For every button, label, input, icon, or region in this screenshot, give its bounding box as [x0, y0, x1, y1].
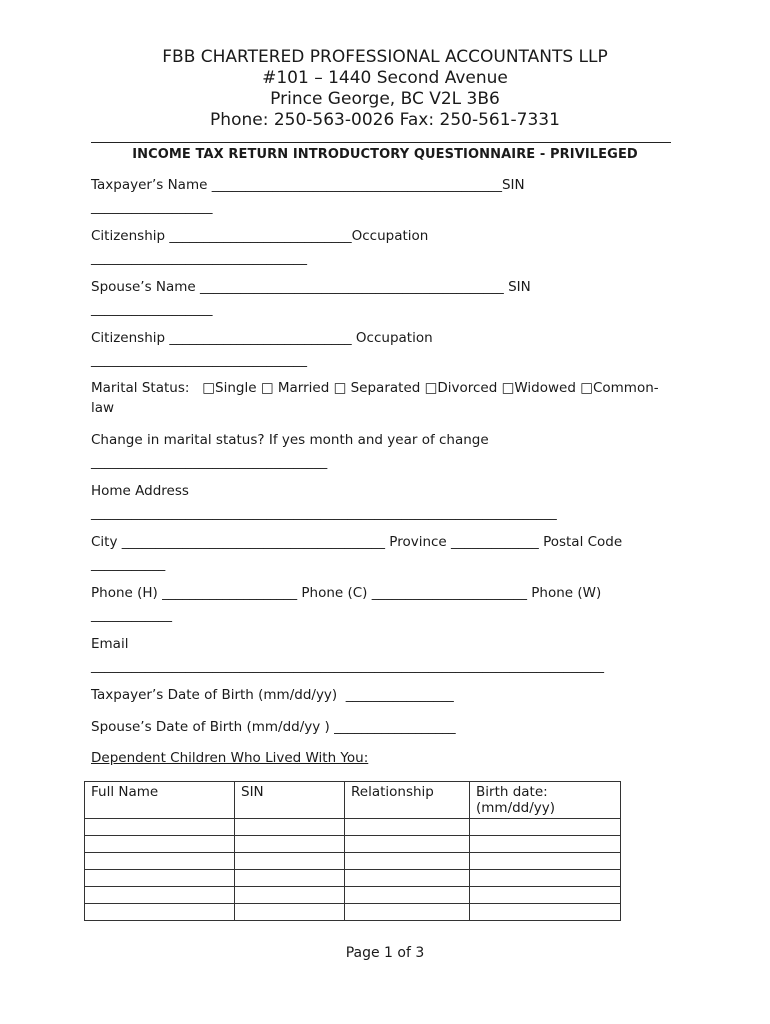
- cell-birth-date[interactable]: [470, 870, 621, 887]
- cell-sin[interactable]: [235, 853, 345, 870]
- cell-sin[interactable]: [235, 887, 345, 904]
- cell-sin[interactable]: [235, 904, 345, 921]
- table-header-row: [85, 782, 621, 819]
- cell-relationship[interactable]: [345, 819, 470, 836]
- page-number: Page 1 of 3: [345, 945, 425, 961]
- table-row: [85, 887, 621, 904]
- cell-full-name[interactable]: [85, 819, 235, 836]
- taxpayer-citizenship-line[interactable]: Citizenship ___________________________Occupation: [91, 228, 429, 244]
- cell-birth-date[interactable]: [470, 887, 621, 904]
- cell-birth-date[interactable]: [470, 836, 621, 853]
- dependents-table: [84, 781, 621, 921]
- taxpayer-sin-line[interactable]: __________________: [91, 199, 213, 215]
- header-divider: [91, 142, 671, 143]
- cell-full-name[interactable]: [85, 870, 235, 887]
- marital-status-options[interactable]: Marital Status: □Single □ Married □ Separated □Divorced □Widowed □Common-: [91, 380, 659, 396]
- firm-city: Prince George, BC V2L 3B6: [270, 89, 500, 109]
- table-row: [85, 870, 621, 887]
- header-full-name: Full Name: [85, 782, 235, 819]
- dependents-heading: Dependent Children Who Lived With You:: [91, 750, 369, 766]
- table-row: [85, 819, 621, 836]
- home-address-line[interactable]: _____________________________________________________________________: [91, 505, 557, 521]
- cell-relationship[interactable]: [345, 836, 470, 853]
- email-label: Email: [91, 636, 129, 652]
- cell-relationship[interactable]: [345, 853, 470, 870]
- cell-full-name[interactable]: [85, 836, 235, 853]
- spouse-citizenship-line[interactable]: Citizenship ___________________________ Occupation: [91, 330, 433, 346]
- firm-contact: Phone: 250-563-0026 Fax: 250-561-7331: [210, 110, 560, 130]
- postal-code-line[interactable]: ___________: [91, 556, 166, 572]
- phone-line[interactable]: Phone (H) ____________________ Phone (C) _______________________ Phone (W): [91, 585, 602, 601]
- cell-full-name[interactable]: [85, 904, 235, 921]
- spouse-sin-line[interactable]: __________________: [91, 301, 213, 317]
- spouse-name-line[interactable]: Spouse’s Name _____________________________________________ SIN: [91, 279, 531, 295]
- city-province-line[interactable]: City _______________________________________ Province _____________ Postal Code: [91, 534, 623, 550]
- table-row: [85, 904, 621, 921]
- taxpayer-dob-line[interactable]: Taxpayer’s Date of Birth (mm/dd/yy) ________________: [91, 687, 454, 703]
- cell-relationship[interactable]: [345, 870, 470, 887]
- cell-birth-date[interactable]: [470, 853, 621, 870]
- taxpayer-name-line[interactable]: Taxpayer’s Name ___________________________________________SIN: [91, 177, 525, 193]
- cell-birth-date[interactable]: [470, 904, 621, 921]
- header-sin: SIN: [235, 782, 345, 819]
- taxpayer-occupation-line[interactable]: ________________________________: [91, 250, 307, 266]
- cell-full-name[interactable]: [85, 887, 235, 904]
- table-row: [85, 853, 621, 870]
- cell-full-name[interactable]: [85, 853, 235, 870]
- marital-change-question: Change in marital status? If yes month and year of change: [91, 432, 489, 448]
- cell-sin[interactable]: [235, 870, 345, 887]
- firm-address: #101 – 1440 Second Avenue: [262, 68, 508, 88]
- home-address-label: Home Address: [91, 483, 189, 499]
- header-relationship: Relationship: [345, 782, 470, 819]
- spouse-occupation-line[interactable]: ________________________________: [91, 352, 307, 368]
- spouse-dob-line[interactable]: Spouse’s Date of Birth (mm/dd/yy ) __________________: [91, 719, 456, 735]
- email-line[interactable]: ____________________________________________________________________________: [91, 658, 604, 674]
- cell-birth-date[interactable]: [470, 819, 621, 836]
- marital-change-line[interactable]: ___________________________________: [91, 454, 328, 470]
- table-row: [85, 836, 621, 853]
- marital-status-continued: law: [91, 400, 115, 416]
- cell-sin[interactable]: [235, 819, 345, 836]
- cell-sin[interactable]: [235, 836, 345, 853]
- header-birth-date: Birth date: (mm/dd/yy): [470, 782, 621, 819]
- cell-relationship[interactable]: [345, 887, 470, 904]
- firm-name: FBB CHARTERED PROFESSIONAL ACCOUNTANTS LLP: [162, 47, 608, 67]
- form-title: INCOME TAX RETURN INTRODUCTORY QUESTIONNAIRE - PRIVILEGED: [132, 147, 638, 162]
- cell-relationship[interactable]: [345, 904, 470, 921]
- phone-work-line[interactable]: ____________: [91, 607, 172, 623]
